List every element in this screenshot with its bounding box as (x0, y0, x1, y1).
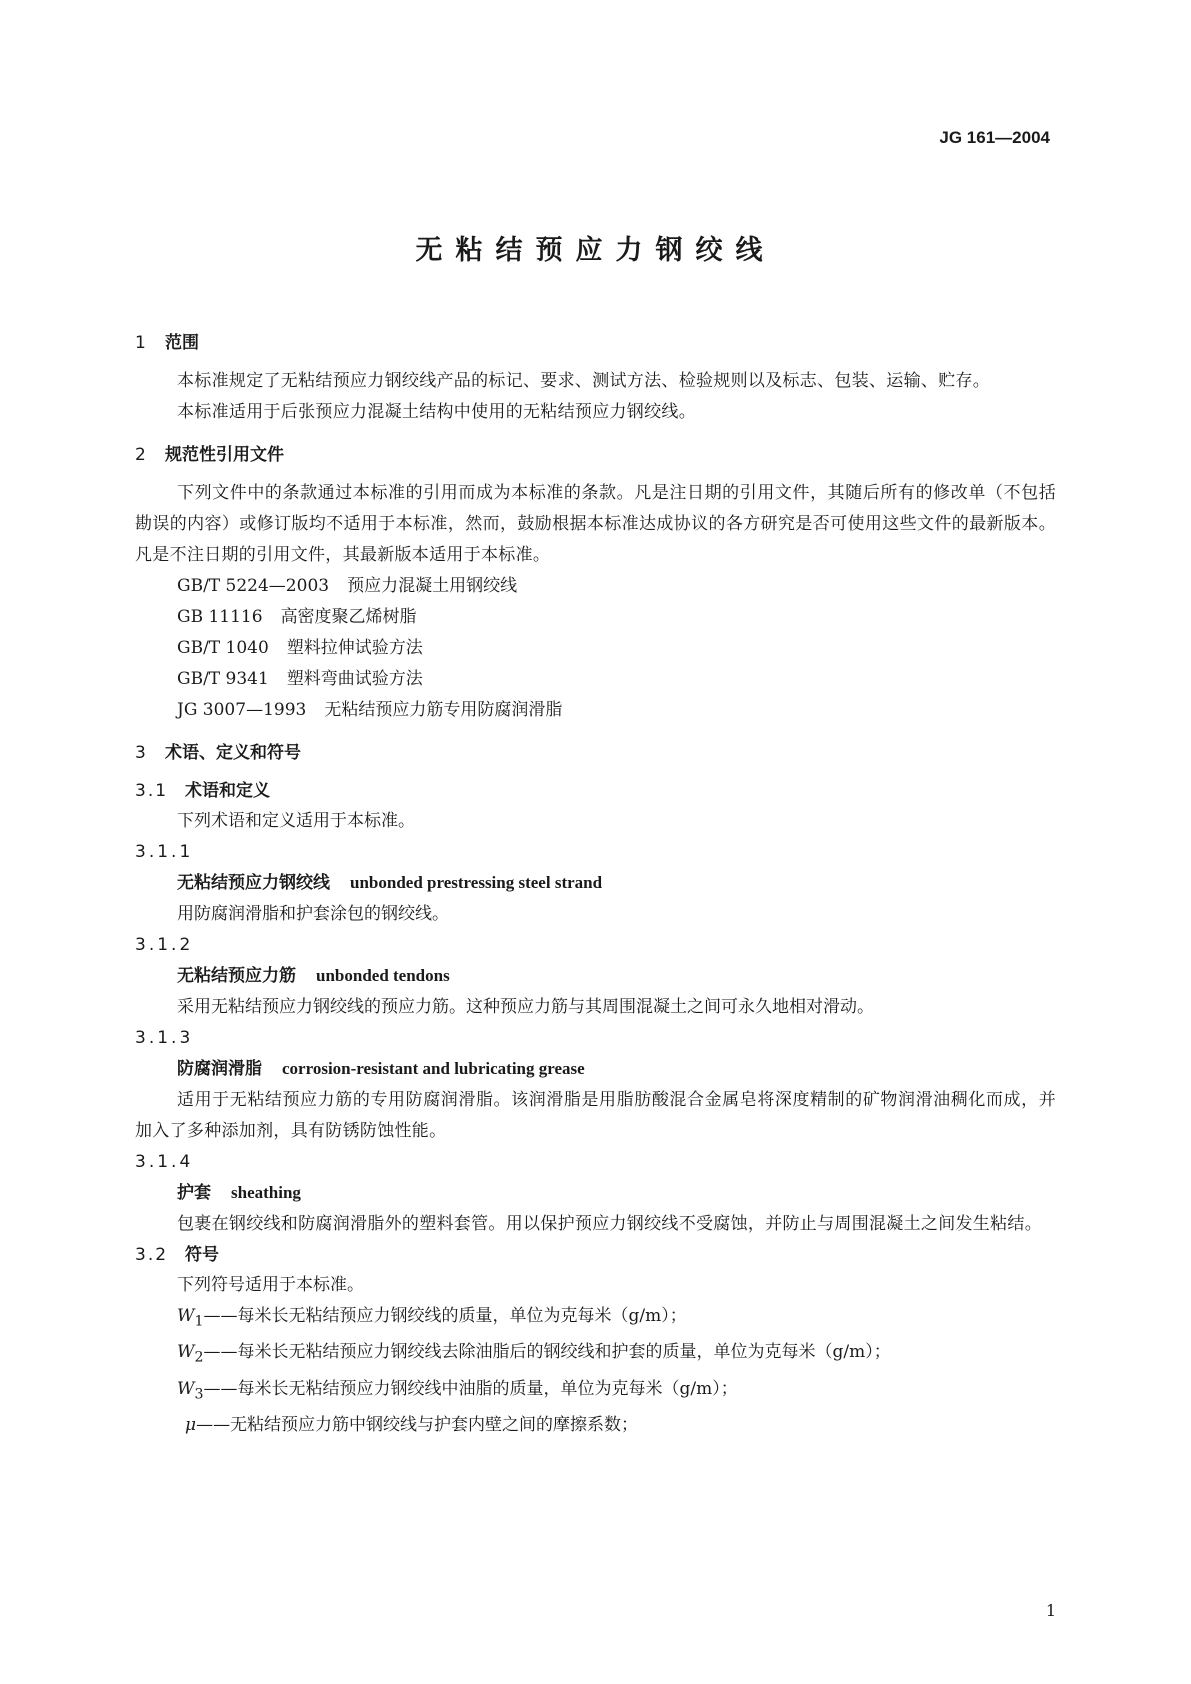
term-name: 无粘结预应力筋 unbonded tendons (177, 966, 450, 986)
symbol-definition: $W_3——$每米长无粘结预应力钢绞线中油脂的质量，单位为克每米（g/m）； (177, 1378, 738, 1403)
symbols-intro: 下列符号适用于本标准。 (177, 1275, 364, 1295)
subsection-heading-terms-definitions: 3.1 术语和定义 (135, 781, 270, 801)
reference-item: JG 3007—1993 无粘结预应力筋专用防腐润滑脂 (177, 700, 563, 720)
page-number: 1 (1045, 1601, 1056, 1620)
reference-item: GB/T 1040 塑料拉伸试验方法 (177, 638, 423, 658)
term-number: 3.1.3 (135, 1028, 194, 1048)
term-name: 无粘结预应力钢绞线 unbonded prestressing steel strand (177, 873, 603, 893)
reference-item: GB/T 9341 塑料弯曲试验方法 (177, 669, 423, 689)
term-number: 3.1.1 (135, 842, 194, 862)
document-code: JG 161—2004 (939, 128, 1050, 147)
document-body (135, 328, 1056, 1441)
scope-paragraph: 本标准规定了无粘结预应力钢绞线产品的标记、要求、测试方法、检验规则以及标志、包装、运输、贮存。 (177, 371, 991, 391)
terms-intro: 下列术语和定义适用于本标准。 (177, 811, 415, 831)
term-name: 防腐润滑脂 corrosion-resistant and lubricating grease (177, 1059, 585, 1079)
reference-item: GB/T 5224—2003 预应力混凝土用钢绞线 (177, 576, 518, 596)
term-definition: 用防腐润滑脂和护套涂包的钢绞线。 (177, 904, 449, 924)
section-heading-terms: 3 术语、定义和符号 (135, 743, 301, 763)
term-number: 3.1.4 (135, 1152, 194, 1172)
section-heading-normative-references: 2 规范性引用文件 (135, 445, 284, 465)
references-intro: 下列文件中的条款通过本标准的引用而成为本标准的条款。凡是注日期的引用文件，其随后所有的修改单（不包括勘误的内容）或修订版均不适用于本标准，然而，鼓励根据本标准达成协议的各方研究是否可使用这些文件的最新版本。凡是不注日期的引用文件，其最新版本适用于本标准。 (135, 483, 1056, 565)
document-title: 无粘结预应力钢绞线 (415, 235, 776, 266)
term-definition: 适用于无粘结预应力筋的专用防腐润滑脂。该润滑脂是用脂肪酸混合金属皂将深度精制的矿物润滑油稠化而成，并加入了多种添加剂，具有防锈防蚀性能。 (135, 1090, 1056, 1141)
section-heading-scope: 1 范围 (135, 333, 199, 353)
term-number: 3.1.2 (135, 935, 194, 955)
term-name: 护套 sheathing (177, 1183, 301, 1203)
reference-item: GB 11116 高密度聚乙烯树脂 (177, 607, 417, 627)
symbol-definition: $W_1——$每米长无粘结预应力钢绞线的质量，单位为克每米（g/m）； (177, 1306, 687, 1330)
symbol-definition: $W_2——$每米长无粘结预应力钢绞线去除油脂后的钢绞线和护套的质量，单位为克每米（g/m）； (177, 1342, 891, 1366)
symbol-definition: μ——无粘结预应力筋中钢绞线与护套内壁之间的摩擦系数； (185, 1415, 639, 1436)
term-definition: 包裹在钢绞线和防腐润滑脂外的塑料套管。用以保护预应力钢绞线不受腐蚀，并防止与周围混凝土之间发生粘结。 (177, 1214, 1042, 1234)
term-definition: 采用无粘结预应力钢绞线的预应力筋。这种预应力筋与其周围混凝土之间可永久地相对滑动。 (177, 997, 874, 1017)
scope-paragraph: 本标准适用于后张预应力混凝土结构中使用的无粘结预应力钢绞线。 (177, 402, 696, 422)
subsection-heading-symbols: 3.2 符号 (135, 1245, 219, 1265)
